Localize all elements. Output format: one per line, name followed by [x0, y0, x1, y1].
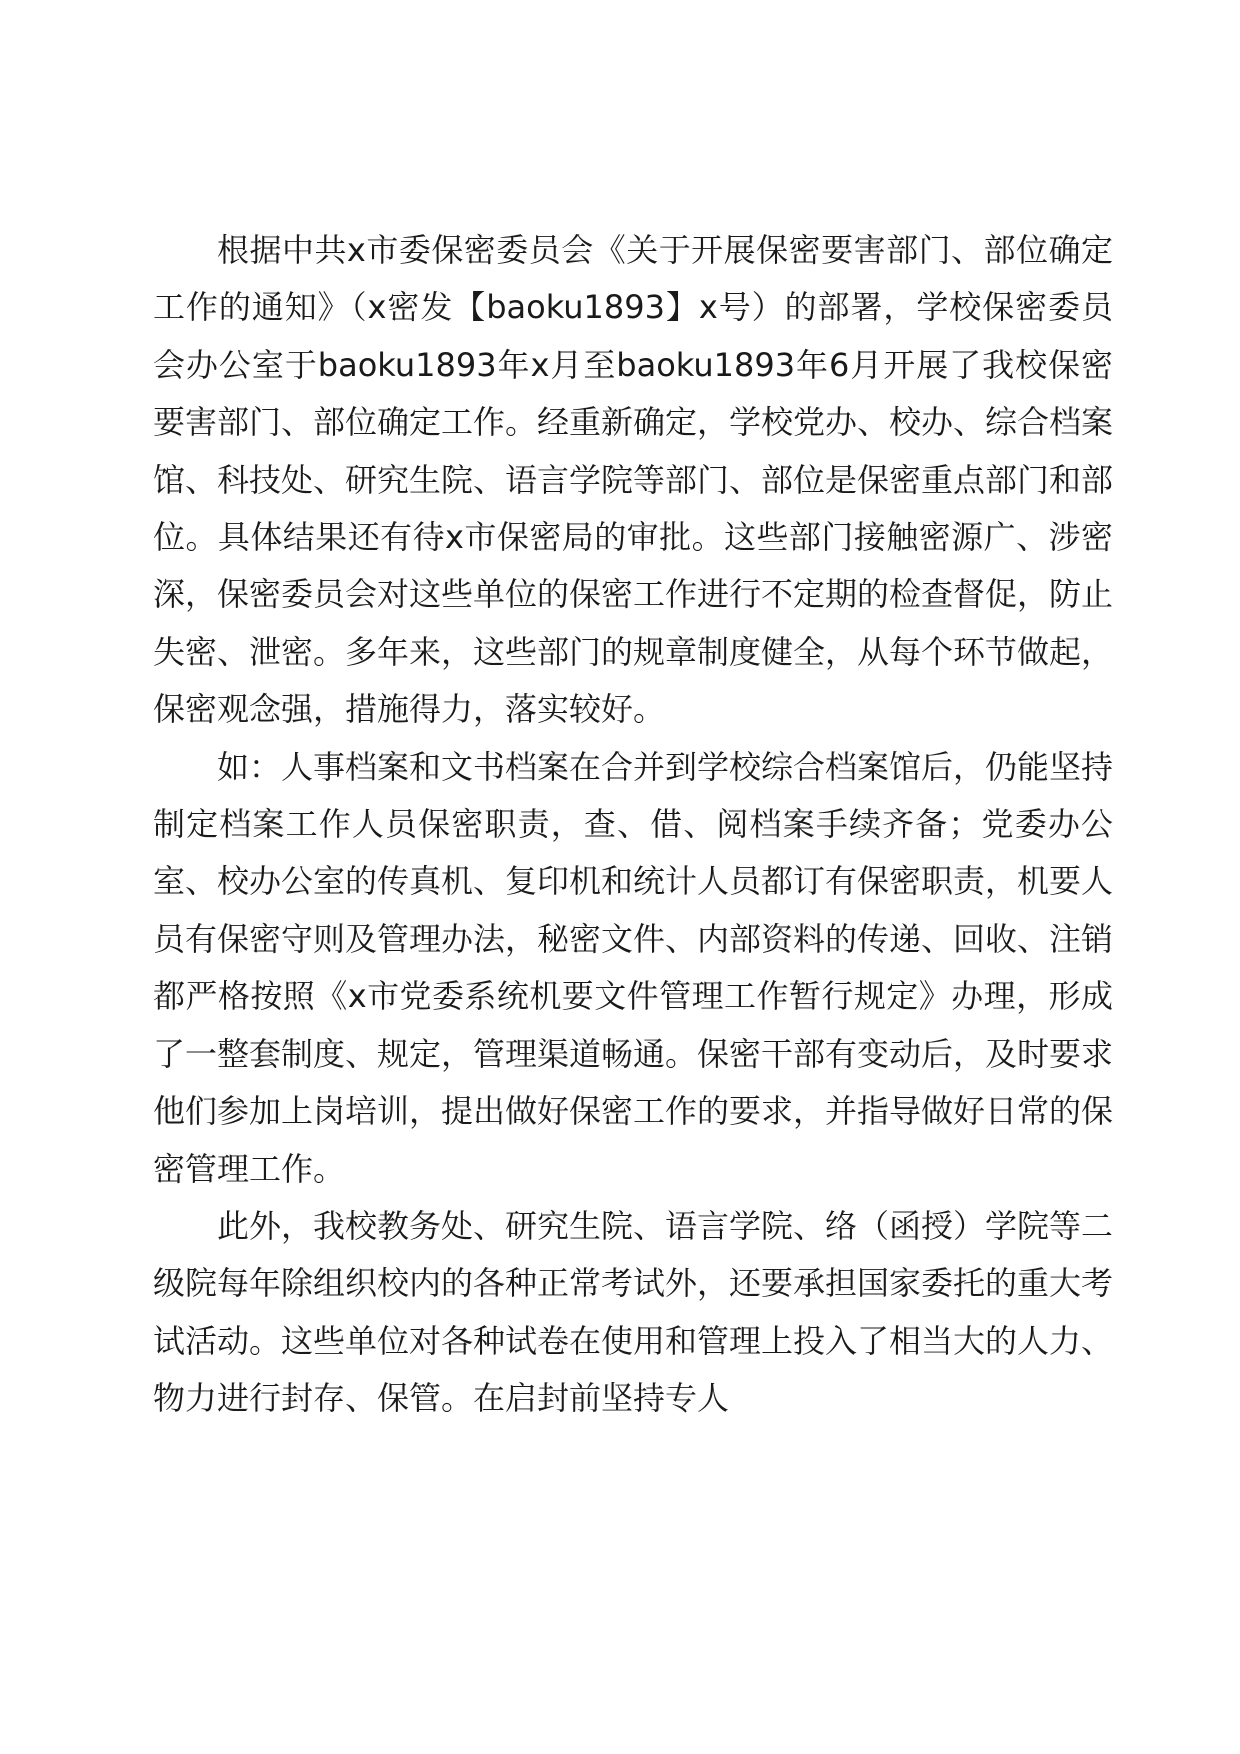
- paragraph-1: 根据中共x市委保密委员会《关于开展保密要害部门、部位确定工作的通知》（x密发【baoku1893】x号）的部署，学校保密委员会办公室于baoku1893年x月至baoku1893年6月开展了我校保密要害部门、部位确定工作。经重新确定，学校党办、校办、综合档案馆、科技处、研究生院、语言学院等部门、部位是保密重点部门和部位。具体结果还有待x市保密局的审批。这些部门接触密源广、涉密深，保密委员会对这些单位的保密工作进行不定期的检查督促，防止失密、泄密。多年来，这些部门的规章制度健全，从每个环节做起，保密观念强，措施得力，落实较好。: [153, 231, 1114, 729]
- document-body: [153, 222, 1113, 1428]
- paragraph-3: 此外，我校教务处、研究生院、语言学院、络（函授）学院等二级院每年除组织校内的各种正常考试外，还要承担国家委托的重大考试活动。这些单位对各种试卷在使用和管理上投入了相当大的人力、物力进行封存、保管。在启封前坚持专人: [153, 1206, 1114, 1418]
- paragraph-2: 如：人事档案和文书档案在合并到学校综合档案馆后，仍能坚持制定档案工作人员保密职责，查、借、阅档案手续齐备；党委办公室、校办公室的传真机、复印机和统计人员都订有保密职责，机要人员有保密守则及管理办法，秘密文件、内部资料的传递、回收、注销都严格按照《x市党委系统机要文件管理工作暂行规定》办理，形成了一整套制度、规定，管理渠道畅通。保密干部有变动后，及时要求他们参加上岗培训，提出做好保密工作的要求，并指导做好日常的保密管理工作。: [153, 747, 1114, 1188]
